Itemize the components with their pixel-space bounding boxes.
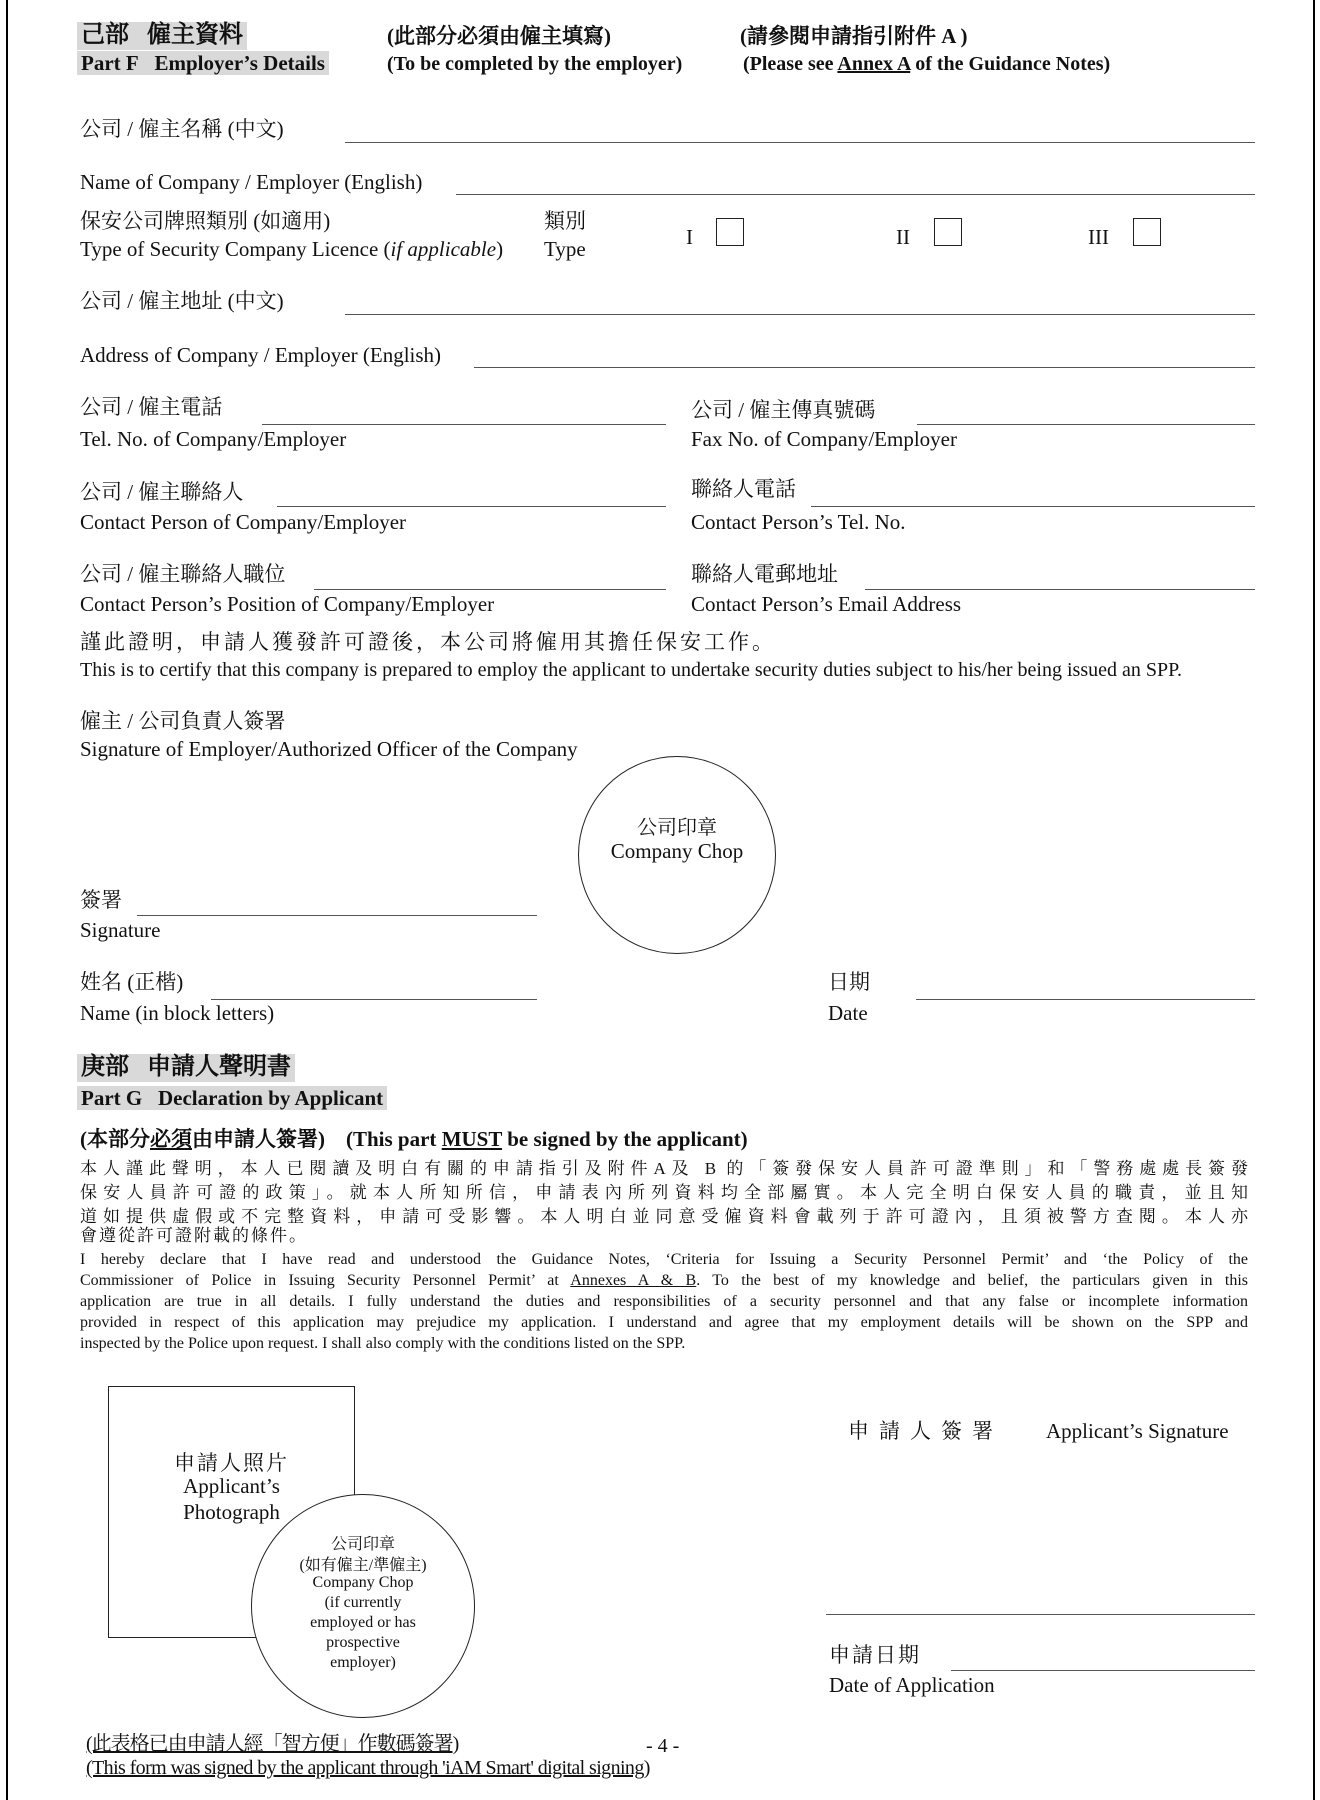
licence-type-en-post: )	[496, 237, 504, 261]
chop2-zh-2: (如有僱主/準僱主)	[299, 1557, 427, 1574]
footer-zh-note: (此表格已由申請人經「智方便」作數碼簽署)	[86, 1733, 459, 1755]
must-zh-post: 由申請人簽署)	[192, 1127, 325, 1151]
annex-a-link: Annex A	[837, 53, 911, 75]
part-f-zh-title	[77, 22, 247, 50]
type-zh-label: 類別	[544, 209, 586, 233]
date-of-application-en: Date of Application	[829, 1673, 995, 1697]
employer-sig-en-label: Signature of Employer/Authorized Officer of the Company	[80, 737, 578, 761]
part-f-note-en: (To be completed by the employer)	[387, 53, 683, 75]
must-sign-note	[80, 1127, 748, 1151]
part-f-guide-zh: (請參閱申請指引附件 A )	[740, 24, 968, 48]
decl-en-2a: Commissioner of Police in Issuing Security Personnel Permit’ at	[80, 1272, 571, 1289]
part-f-guide-en	[743, 53, 1110, 76]
must-en-post: be signed by the applicant)	[501, 1127, 748, 1151]
name-zh-label: 姓名 (正楷)	[80, 970, 184, 994]
name-field[interactable]	[211, 999, 537, 1000]
type-ii-checkbox[interactable]	[934, 218, 962, 246]
fax-field[interactable]	[917, 424, 1255, 425]
address-en-label: Address of Company / Employer (English)	[80, 343, 442, 367]
photo-zh-label: 申請人照片	[174, 1451, 289, 1475]
part-g-en-heading: Declaration by Applicant	[157, 1086, 384, 1110]
contact-person-field[interactable]	[277, 506, 666, 507]
type-option-ii-label: II	[896, 225, 910, 249]
fax-zh-label: 公司 / 僱主傳真號碼	[691, 398, 876, 422]
part-f-en-label: Part F	[81, 51, 139, 75]
contact-tel-field[interactable]	[811, 506, 1255, 507]
signature-en-label: Signature	[80, 918, 161, 942]
must-zh-pre: (本部分	[80, 1127, 150, 1151]
position-field[interactable]	[314, 589, 666, 590]
part-g-en-label: Part G	[81, 1086, 143, 1110]
company-chop-circle-2[interactable]	[251, 1494, 475, 1718]
contact-en-label: Contact Person of Company/Employer	[80, 510, 407, 534]
declaration-zh-line-3: 道如提供虛假或不完整資料，申請可受影響。本人明白並同意受僱資料會載列于許可證內，且須被警方查閱。本人亦	[80, 1207, 1248, 1226]
date-of-application-field[interactable]	[951, 1670, 1255, 1671]
part-f-note-zh: (此部分必須由僱主填寫)	[387, 24, 611, 48]
company-chop-circle[interactable]	[578, 756, 776, 954]
photo-en-label-1: Applicant’s	[183, 1474, 280, 1498]
applicant-signature-field[interactable]	[826, 1614, 1255, 1615]
footer-en-note: (This form was signed by the applicant through 'iAM Smart' digital signing)	[86, 1757, 650, 1779]
licence-type-en-em: if applicable	[390, 237, 497, 261]
chop2-en-5: employer)	[330, 1654, 396, 1671]
signature-field[interactable]	[137, 915, 537, 916]
type-i-checkbox[interactable]	[716, 218, 744, 246]
part-g-zh-title	[77, 1054, 295, 1082]
chop2-zh-1: 公司印章	[330, 1536, 395, 1553]
contact-tel-en-label: Contact Person’s Tel. No.	[691, 510, 906, 534]
decl-en-2b: . To the best of my knowledge and belief, the particulars given in this	[696, 1272, 1249, 1289]
address-zh-label: 公司 / 僱主地址 (中文)	[80, 289, 284, 313]
chop2-en-4: prospective	[326, 1634, 400, 1651]
must-zh-em: 必須	[150, 1127, 192, 1151]
type-option-iii-label: III	[1088, 225, 1109, 249]
chop2-en-3: employed or has	[310, 1614, 416, 1631]
part-f-zh-label: 己部	[81, 22, 129, 48]
licence-type-en-pre: Type of Security Company Licence (	[80, 237, 391, 261]
must-en-em: MUST	[441, 1127, 502, 1151]
annexes-link: Annexes A & B	[570, 1272, 697, 1289]
declaration-zh-line-2: 保安人員許可證的政策」。就本人所知所信，申請表內所列資料均全部屬實。本人完全明白保安人員的職責，並且知	[80, 1183, 1248, 1202]
part-f-zh-heading: 僱主資料	[147, 22, 243, 48]
part-f-en-title	[77, 51, 329, 75]
declaration-en-line-4: provided in respect of this application may prejudice my application. I understand and agree that my employment details will be shown on the SPP and	[80, 1314, 1248, 1331]
company-name-en-field[interactable]	[456, 194, 1255, 195]
contact-tel-zh-label: 聯絡人電話	[691, 477, 796, 501]
part-f-en-heading: Employer’s Details	[154, 51, 325, 75]
guide-en-post: of the Guidance Notes)	[910, 53, 1111, 75]
date-en-label: Date	[828, 1001, 868, 1025]
must-en-pre: (This part	[346, 1127, 442, 1151]
certify-en-text: This is to certify that this company is prepared to employ the applicant to undertake security duties subject to his/her being issued an SPP.	[80, 659, 1183, 681]
type-option-i-label: I	[686, 225, 693, 249]
licence-type-zh-label: 保安公司牌照類別 (如適用)	[80, 209, 331, 233]
name-en-label: Name (in block letters)	[80, 1001, 275, 1025]
part-g-zh-heading: 申請人聲明書	[147, 1054, 291, 1080]
page-border-right	[1313, 0, 1315, 1800]
declaration-zh-line-1: 本人謹此聲明，本人已閱讀及明白有關的申請指引及附件A及 B 的「簽發保安人員許可證準則」和「警務處處長簽發	[80, 1159, 1248, 1178]
chop2-en-1: Company Chop	[312, 1574, 414, 1591]
declaration-zh-line-4: 會遵從許可證附載的條件。	[80, 1226, 308, 1245]
declaration-en-line-2	[80, 1272, 1248, 1292]
page-number: - 4 -	[646, 1735, 680, 1757]
tel-zh-label: 公司 / 僱主電話	[80, 395, 223, 419]
declaration-en-line-3: application are true in all details. I fully understand the duties and responsibilities of a security personnel and that any false or incomplete information	[80, 1293, 1248, 1310]
position-zh-label: 公司 / 僱主聯絡人職位	[80, 562, 286, 586]
company-name-en-label: Name of Company / Employer (English)	[80, 170, 423, 194]
licence-type-en-label	[80, 237, 503, 261]
address-en-field[interactable]	[474, 367, 1255, 368]
applicant-signature-en: Applicant’s Signature	[1046, 1419, 1229, 1443]
tel-en-label: Tel. No. of Company/Employer	[80, 427, 347, 451]
employer-sig-zh-label: 僱主 / 公司負責人簽署	[80, 709, 286, 733]
type-en-label: Type	[544, 237, 586, 261]
declaration-en-line-5: inspected by the Police upon request. I shall also comply with the conditions listed on the SPP.	[80, 1335, 686, 1352]
contact-zh-label: 公司 / 僱主聯絡人	[80, 480, 244, 504]
type-iii-checkbox[interactable]	[1133, 218, 1161, 246]
address-zh-field[interactable]	[345, 314, 1255, 315]
photo-en-label-2: Photograph	[183, 1500, 280, 1524]
declaration-en-line-1: I hereby declare that I have read and understood the Guidance Notes, ‘Criteria for Issuing a Security Personnel Permit’ and ‘the Policy of the	[80, 1251, 1248, 1268]
company-name-zh-label: 公司 / 僱主名稱 (中文)	[80, 117, 284, 141]
signature-zh-label: 簽署	[80, 888, 122, 912]
certify-zh-text: 謹此證明，申請人獲發許可證後，本公司將僱用其擔任保安工作。	[80, 630, 776, 654]
email-en-label: Contact Person’s Email Address	[691, 592, 962, 616]
page-border-left	[6, 0, 8, 1800]
date-zh-label: 日期	[828, 970, 870, 994]
email-zh-label: 聯絡人電郵地址	[691, 562, 838, 586]
date-of-application-zh: 申請日期	[829, 1643, 921, 1667]
fax-en-label: Fax No. of Company/Employer	[691, 427, 957, 451]
guide-en-pre: (Please see	[743, 53, 838, 75]
part-g-zh-label: 庚部	[81, 1054, 129, 1080]
date-field[interactable]	[916, 999, 1255, 1000]
company-chop-en: Company Chop	[610, 839, 744, 863]
tel-field[interactable]	[262, 424, 666, 425]
applicant-signature-zh: 申請人簽署	[848, 1419, 1003, 1443]
company-chop-zh: 公司印章	[637, 817, 717, 839]
position-en-label: Contact Person’s Position of Company/Employer	[80, 592, 495, 616]
chop2-en-2: (if currently	[324, 1594, 402, 1611]
part-g-en-title	[77, 1086, 387, 1110]
company-name-zh-field[interactable]	[345, 142, 1255, 143]
email-field[interactable]	[865, 589, 1255, 590]
